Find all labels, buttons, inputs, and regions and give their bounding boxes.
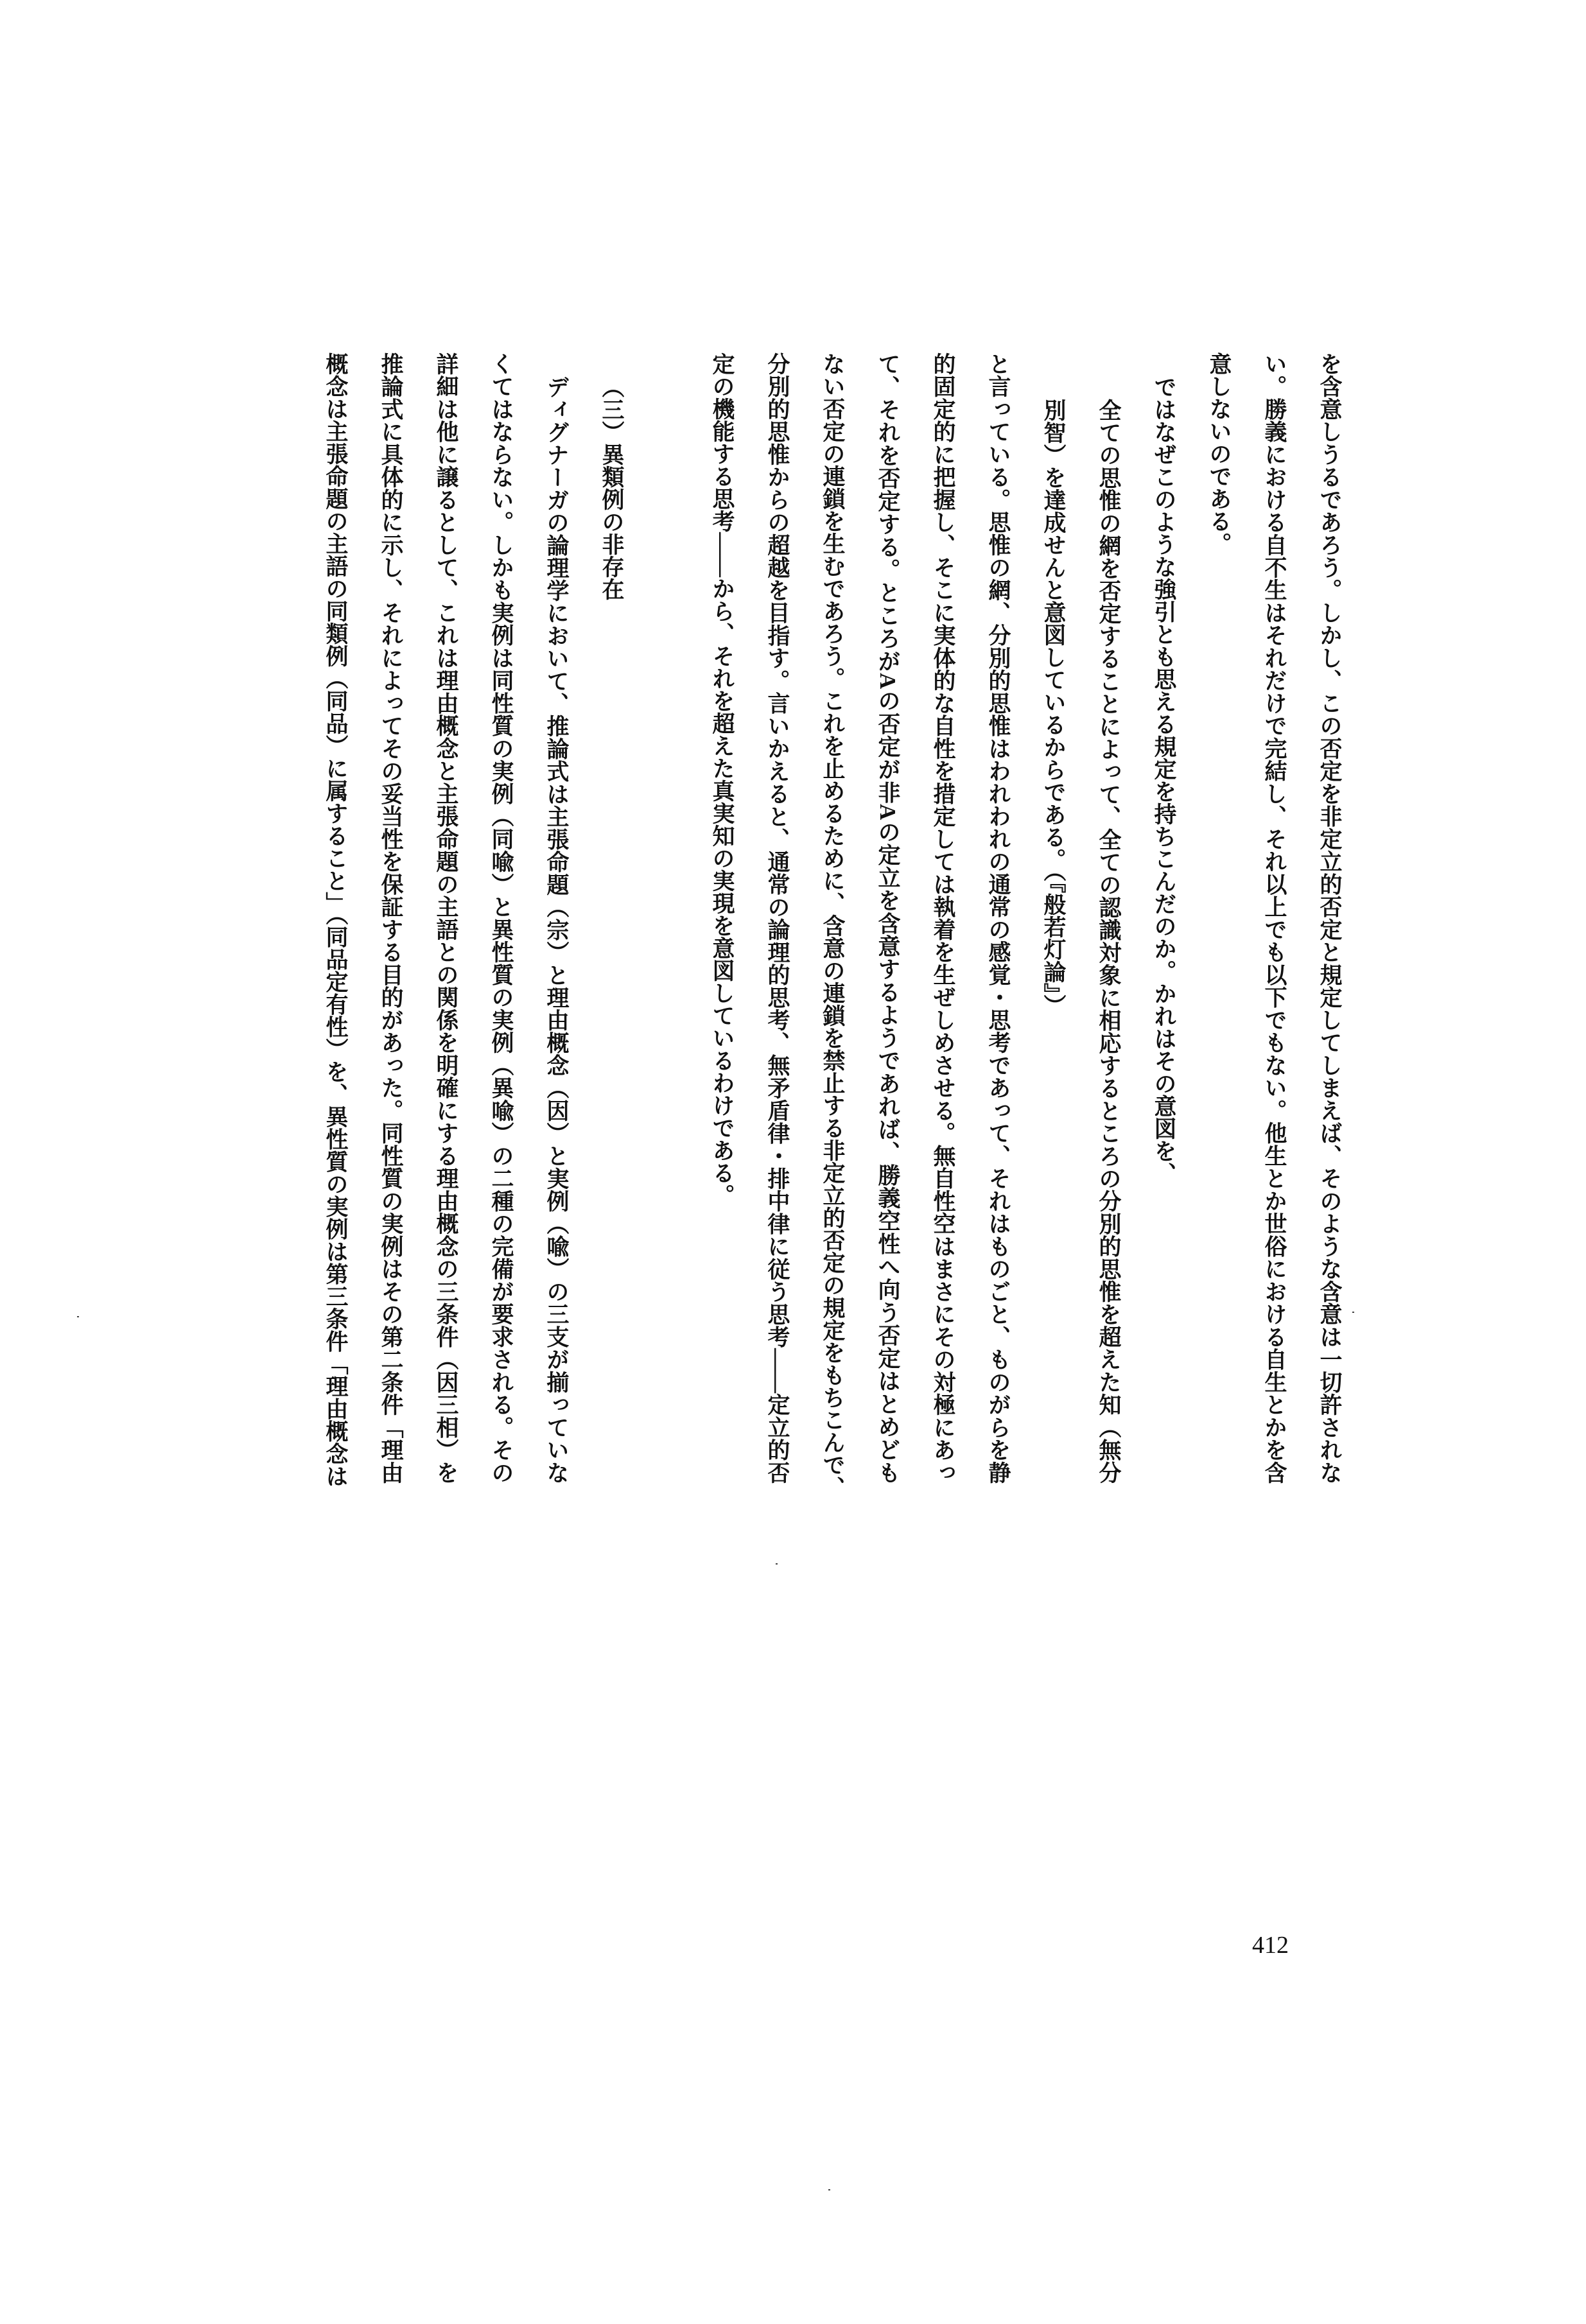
text-line: 定の機能する思考――から、それを超えた真実知の実現を意図しているわけである。 xyxy=(710,352,735,1206)
text-line: を含意しうるであろう。しかし、この否定を非定立的否定と規定してしまえば、そのような含意は一切許されな xyxy=(1317,352,1342,1484)
text-line: 的固定的に把握し、そこに実体的な自性を措定しては執着を生ぜしめさせる。無自性空はまさにその対極にあっ xyxy=(930,352,955,1484)
text-line: ない否定の連鎖を生むであろう。これを止めるために、含意の連鎖を禁止する非定立的否定の規定をもちこんで、 xyxy=(820,352,845,1498)
text-line: 推論式に具体的に示し、それによってその妥当性を保証する目的があった。同性質の実例はその第二条件「理由 xyxy=(378,352,403,1484)
text-line: 分別的思惟からの超越を目指す。言いかえると、通常の論理的思考、無矛盾律・排中律に従う思考――定立的否 xyxy=(765,352,790,1484)
text-line: ではなぜこのような強引とも思える規定を持ちこんだのか。かれはその意図を、 xyxy=(1151,376,1176,1184)
text-line: くてはならない。しかも実例は同性質の実例（同喩）と異性質の実例（異喩）の二種の完備が要求される。その xyxy=(489,352,514,1484)
text-line: 詳細は他に譲るとして、これは理由概念と主張命題の主語との関係を明確にする理由概念の三条件（因三相）を xyxy=(433,352,458,1484)
text-line: 概念は主張命題の主語の同類例（同品）に属すること」（同品定有性）を、異性質の実例は第三条件「理由概念は xyxy=(323,352,348,1487)
scan-speck xyxy=(1352,1312,1354,1313)
scan-speck xyxy=(828,2189,830,2190)
text-line: い。勝義における自不生はそれだけで完結し、それ以上でも以下でもない。他生とか世俗における自生とかを含 xyxy=(1262,352,1287,1484)
text-line: と言っている。思惟の網、分別的思惟はわれわれの通常の感覚・思考であって、それはものごと、ものがらを静 xyxy=(986,352,1011,1484)
text-line: ディグナーガの論理学において、推論式は主張命題（宗）と理由概念（因）と実例（喩）の三支が揃っていな xyxy=(544,376,569,1484)
block-quote-line: 全ての思惟の網を否定することによって、全ての認識対象に相応するところの分別的思惟を超えた知（無分 xyxy=(1096,399,1121,1484)
page-number: 412 xyxy=(1252,1932,1289,1959)
section-heading: （三）異類例の非存在 xyxy=(599,376,624,600)
block-quote-line: 別智）を達成せんと意図しているからである。（『般若灯論』） xyxy=(1041,399,1066,1017)
scan-speck xyxy=(776,1563,778,1565)
text-line: 意しないのである。 xyxy=(1207,352,1232,555)
text-line: て、それを否定する。ところがAの否定が非Aの定立を含意するようであれば、勝義空性へ向う否定はとめども xyxy=(875,352,900,1484)
scan-speck xyxy=(77,1316,79,1317)
